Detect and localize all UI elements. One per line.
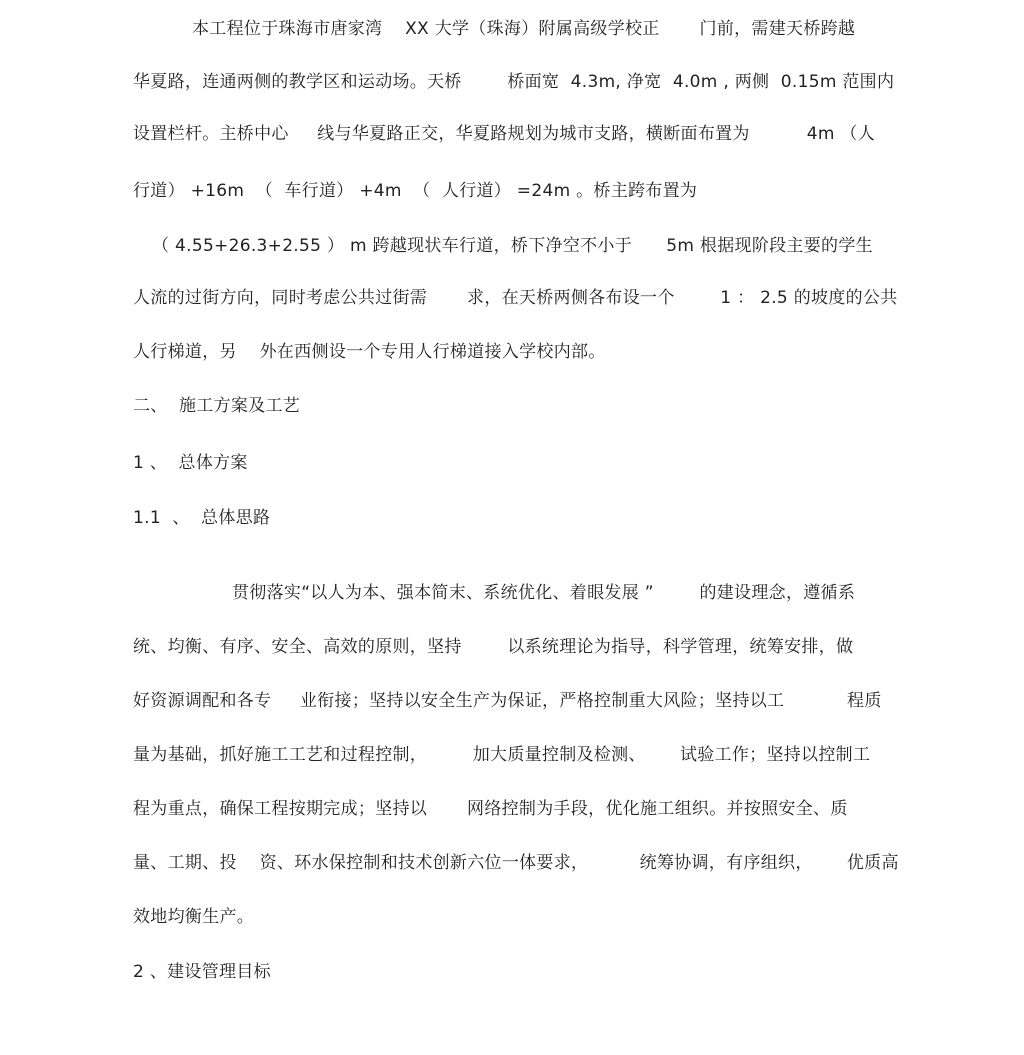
text-line: 量、工期、投 资、环水保控制和技术创新六位一体要求， 统筹协调，有序组织， 优质高 <box>133 853 899 873</box>
text-line: 人行梯道，另 外在西侧设一个专用人行梯道接入学校内部。 <box>133 342 606 362</box>
text-line: 效地均衡生产。 <box>133 907 255 927</box>
text-line: 量为基础，抓好施工工艺和过程控制， 加大质量控制及检测、 试验工作；坚持以控制工 <box>133 745 871 765</box>
text-line: 设置栏杆。主桥中心 线与华夏路正交，华夏路规划为城市支路，横断面布置为 4m （人 <box>133 124 876 144</box>
text-line: 程为重点，确保工程按期完成；坚持以 网络控制为手段，优化施工组织。并按照安全、质 <box>133 799 848 819</box>
section-heading-management-goals: 2 、建设管理目标 <box>133 962 271 982</box>
text-line: 统、均衡、有序、安全、高效的原则，坚持 以系统理论为指导，科学管理，统筹安排，做 <box>133 637 854 657</box>
section-heading-overall-plan: 1 、 总体方案 <box>133 453 248 473</box>
text-line: 华夏路，连通两侧的教学区和运动场。天桥 桥面宽 4.3m, 净宽 4.0m , 两侧 0.15m 范围内 <box>133 72 895 92</box>
section-heading-construction-plan: 二、 施工方案及工艺 <box>133 396 301 416</box>
text-line: 好资源调配和各专 业衔接；坚持以安全生产为保证，严格控制重大风险；坚持以工 程质 <box>133 691 882 711</box>
text-line: （ 4.55+26.3+2.55 ） m 跨越现状车行道，桥下净空不小于 5m 根据现阶段主要的学生 <box>152 236 873 256</box>
text-line: 行道） +16m （ 车行道） +4m （ 人行道） =24m 。桥主跨布置为 <box>133 181 698 201</box>
section-heading-overall-approach: 1.1 、 总体思路 <box>133 508 271 528</box>
text-line: 贯彻落实“以人为本、强本简末、系统优化、着眼发展 ” 的建设理念，遵循系 <box>232 583 856 603</box>
text-line: 人流的过街方向，同时考虑公共过街需 求，在天桥两侧各布设一个 1 ： 2.5 的坡度的公共 <box>133 288 898 308</box>
text-line: 本工程位于珠海市唐家湾 XX 大学（珠海）附属高级学校正 门前，需建天桥跨越 <box>192 19 856 39</box>
